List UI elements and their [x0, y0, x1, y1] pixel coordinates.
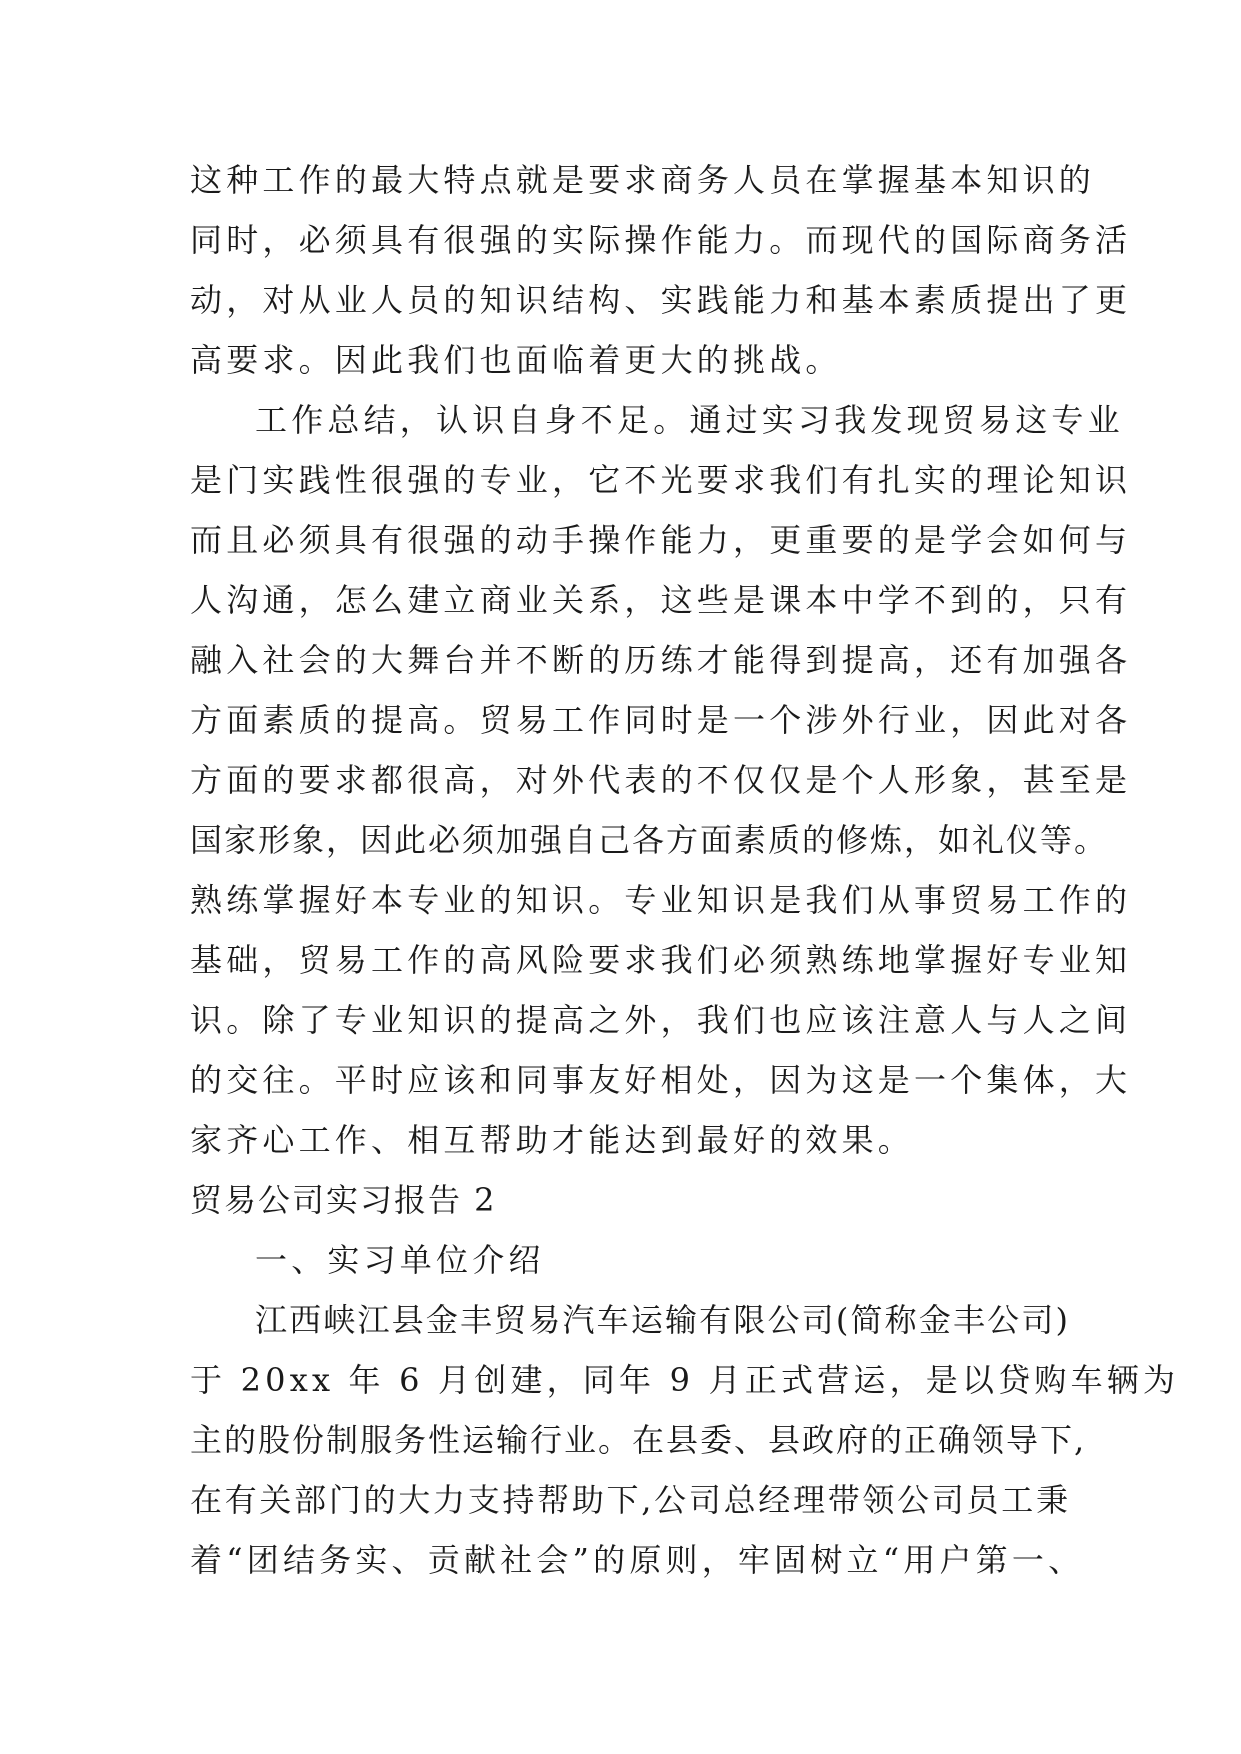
body-text-line: 在有关部门的大力支持帮助下,公司总经理带领公司员工秉 — [190, 1481, 1070, 1519]
body-text-line: 方面素质的提高。贸易工作同时是一个涉外行业，因此对各 — [190, 701, 1132, 739]
paragraph-first-line: 江西峡江县金丰贸易汽车运输有限公司(简称金丰公司) — [255, 1301, 1070, 1339]
body-text-line: 方面的要求都很高，对外代表的不仅仅是个人形象，甚至是 — [190, 761, 1132, 799]
body-text-line: 着“团结务实、贡献社会”的原则，牢固树立“用户第一、 — [190, 1541, 1085, 1579]
body-text-line: 融入社会的大舞台并不断的历练才能得到提高，还有加强各 — [190, 641, 1132, 679]
body-text-line: 这种工作的最大特点就是要求商务人员在掌握基本知识的 — [190, 161, 1096, 199]
body-text-line: 基础，贸易工作的高风险要求我们必须熟练地掌握好专业知 — [190, 941, 1132, 979]
body-text-line: 同时，必须具有很强的实际操作能力。而现代的国际商务活 — [190, 221, 1132, 259]
body-text-line: 于 20xx 年 6 月创建，同年 9 月正式营运，是以贷购车辆为 — [190, 1361, 1180, 1399]
body-text-line: 而且必须具有很强的动手操作能力，更重要的是学会如何与 — [190, 521, 1132, 559]
body-text-line: 的交往。平时应该和同事友好相处，因为这是一个集体，大 — [190, 1061, 1132, 1099]
body-text-line: 动，对从业人员的知识结构、实践能力和基本素质提出了更 — [190, 281, 1132, 319]
body-text-line: 国家形象，因此必须加强自己各方面素质的修炼，如礼仪等。 — [190, 821, 1109, 859]
paragraph-first-line: 工作总结，认识自身不足。通过实习我发现贸易这专业 — [255, 401, 1124, 439]
section-title: 贸易公司实习报告 2 — [190, 1181, 497, 1219]
body-text-line: 主的股份制服务性运输行业。在县委、县政府的正确领导下, — [190, 1421, 1087, 1459]
body-text-line: 是门实践性很强的专业，它不光要求我们有扎实的理论知识 — [190, 461, 1132, 499]
body-text-line: 识。除了专业知识的提高之外，我们也应该注意人与人之间 — [190, 1001, 1132, 1039]
subsection-heading: 一、实习单位介绍 — [255, 1241, 545, 1279]
body-text-line: 熟练掌握好本专业的知识。专业知识是我们从事贸易工作的 — [190, 881, 1132, 919]
body-text-line: 人沟通，怎么建立商业关系，这些是课本中学不到的，只有 — [190, 581, 1132, 619]
body-text-line: 家齐心工作、相互帮助才能达到最好的效果。 — [190, 1121, 915, 1159]
body-text-line: 高要求。因此我们也面临着更大的挑战。 — [190, 341, 842, 379]
